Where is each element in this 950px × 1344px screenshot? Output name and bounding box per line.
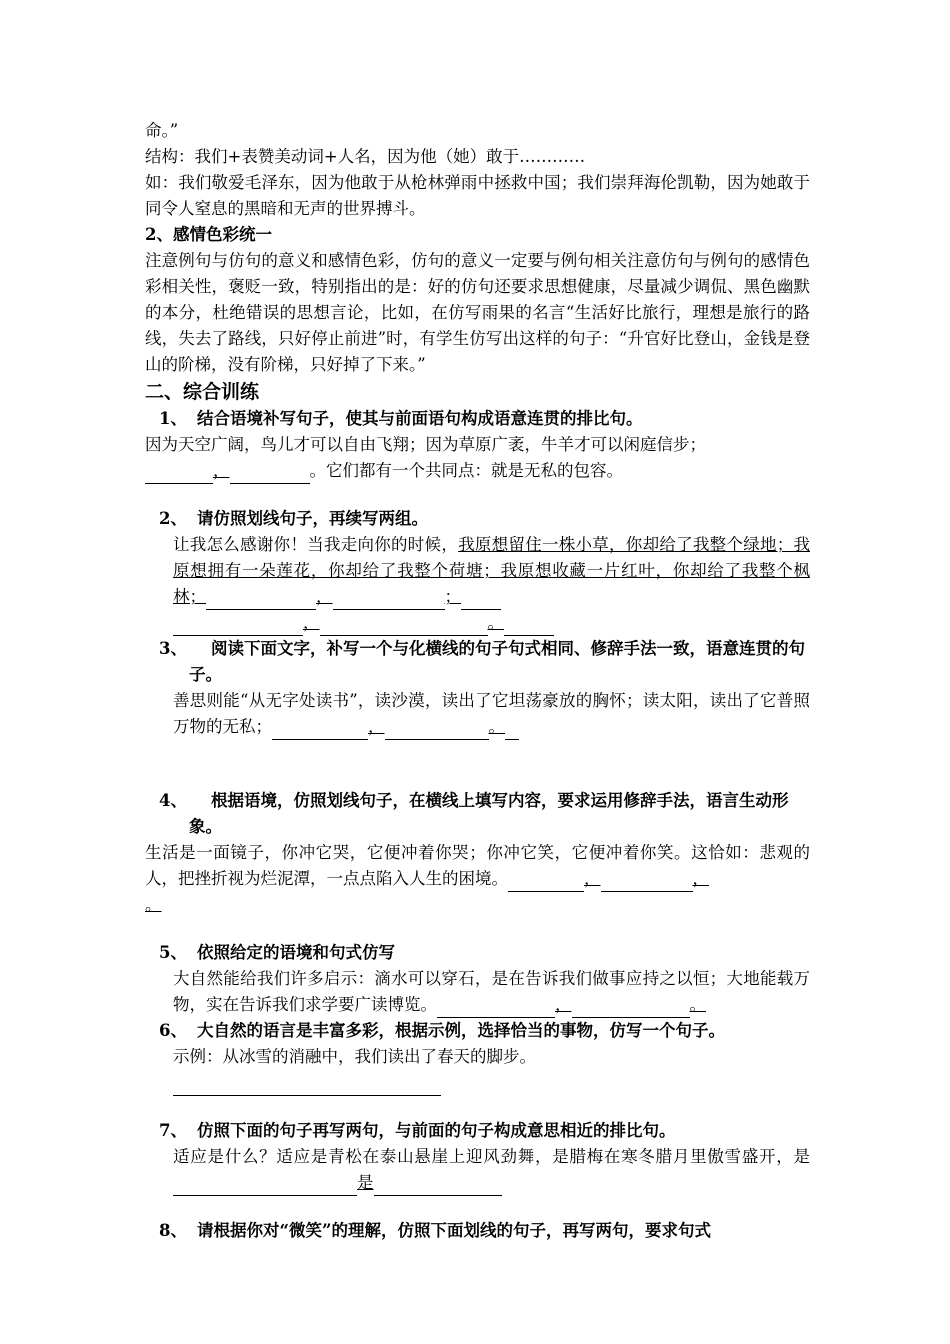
text-line: 命。” <box>145 121 179 140</box>
question-3-body: 善思则能“从无字处读书”，读沙漠，读出了它坦荡豪放的胸怀；读太阳，读出了它普照万物的无私； ， 。 <box>145 688 810 740</box>
answer-blank[interactable] <box>173 1077 441 1096</box>
question-2-title: 2、 请仿照划线句子，再续写两组。 <box>159 509 428 528</box>
question-5-body: 大自然能给我们许多启示：滴水可以穿石，是在告诉我们做事应持之以恒；大地能载万物，实在告诉我们求学要广读博览。 ， 。 <box>145 966 810 1018</box>
answer-blank[interactable] <box>601 873 693 892</box>
question-6-title: 6、 大自然的语言是丰富多彩，根据示例，选择恰当的事物，仿写一个句子。 <box>159 1021 725 1040</box>
answer-blank[interactable] <box>173 1177 357 1196</box>
answer-blank[interactable] <box>333 591 445 610</box>
answer-blank[interactable] <box>374 1177 502 1196</box>
question-6-answer <box>145 1070 810 1096</box>
question-1-body: 因为天空广阔，鸟儿才可以自由飞翔；因为草原广袤，牛羊才可以闲庭信步； ， 。它们都有一个共同点：就是无私的包容。 <box>145 432 810 484</box>
subheading: 2、感情色彩统一 <box>145 225 272 244</box>
question-7-body: 适应是什么？适应是青松在泰山悬崖上迎风劲舞，是腊梅在寒冬腊月里傲雪盛开，是是 <box>145 1144 810 1196</box>
answer-blank[interactable] <box>385 721 489 740</box>
question-1-title: 1、 结合语境补写句子，使其与前面语句构成语意连贯的排比句。 <box>159 409 643 428</box>
document-page <box>145 118 810 1244</box>
question-4-body: 生活是一面镜子，你冲它哭，它便冲着你哭；你冲它笑，它便冲着你笑。这恰如：悲观的人，把挫折视为烂泥潭，一点点陷入人生的困境。 ， ， 。 <box>145 843 810 914</box>
question-8-title: 8、 请根据你对“微笑”的理解，仿照下面划线的句子，再写两句，要求句式 <box>159 1221 711 1240</box>
question-5-title: 5、 依照给定的语境和句式仿写 <box>159 943 395 962</box>
answer-blank[interactable] <box>272 721 368 740</box>
answer-blank[interactable] <box>173 617 303 636</box>
answer-blank[interactable] <box>508 873 584 892</box>
text-paragraph: 注意例句与仿句的意义和感情色彩，仿句的意义一定要与例句相关注意仿句与例句的感情色彩相关性，褒贬一致，特别指出的是：好的仿句还要求思想健康，尽量减少调侃、黑色幽默的本分，杜绝错误的思想言论，比如，在仿写雨果的名言“生活好比旅行，理想是旅行的路线，失去了路线，只好停止前进”时，有学生仿写出这样的句子：“升官好比登山，金钱是登山的阶梯，没有阶梯，只好掉了下来。” <box>145 251 810 374</box>
question-7-title: 7、 仿照下面的句子再写两句，与前面的句子构成意思相近的排比句。 <box>159 1121 676 1140</box>
answer-blank[interactable] <box>461 591 501 610</box>
question-3-title: 3、 阅读下面文字，补写一个与化横线的句子句式相同、修辞手法一致，语意连贯的句子。 <box>159 639 805 684</box>
section-title: 二、综合训练 <box>145 381 260 403</box>
answer-blank[interactable] <box>504 617 554 636</box>
question-2-body: 让我怎么感谢你！当我走向你的时候，我原想留住一株小草，你却给了我整个绿地；我原想拥有一朵莲花，你却给了我整个荷塘；我原想收藏一片红叶，你却给了我整个枫林； ， ； ， 。 <box>145 532 810 636</box>
answer-blank[interactable] <box>230 465 310 484</box>
text-paragraph: 如：我们敬爱毛泽东，因为他敢于从枪林弹雨中拯救中国；我们崇拜海伦凯勒，因为她敢于同令人窒息的黑暗和无声的世界搏斗。 <box>145 173 810 218</box>
answer-blank[interactable] <box>437 999 555 1018</box>
answer-blank[interactable] <box>145 465 213 484</box>
answer-blank[interactable] <box>572 999 690 1018</box>
text-line: 结构：我们+表赞美动词+人名，因为他（她）敢于………… <box>145 147 586 166</box>
answer-blank[interactable] <box>320 617 488 636</box>
answer-blank[interactable] <box>206 591 316 610</box>
question-4-title: 4、 根据语境，仿照划线句子，在横线上填写内容，要求运用修辞手法，语言生动形象。 <box>159 791 789 836</box>
question-6-body: 示例：从冰雪的消融中，我们读出了春天的脚步。 <box>173 1047 536 1066</box>
answer-blank[interactable] <box>505 721 519 740</box>
